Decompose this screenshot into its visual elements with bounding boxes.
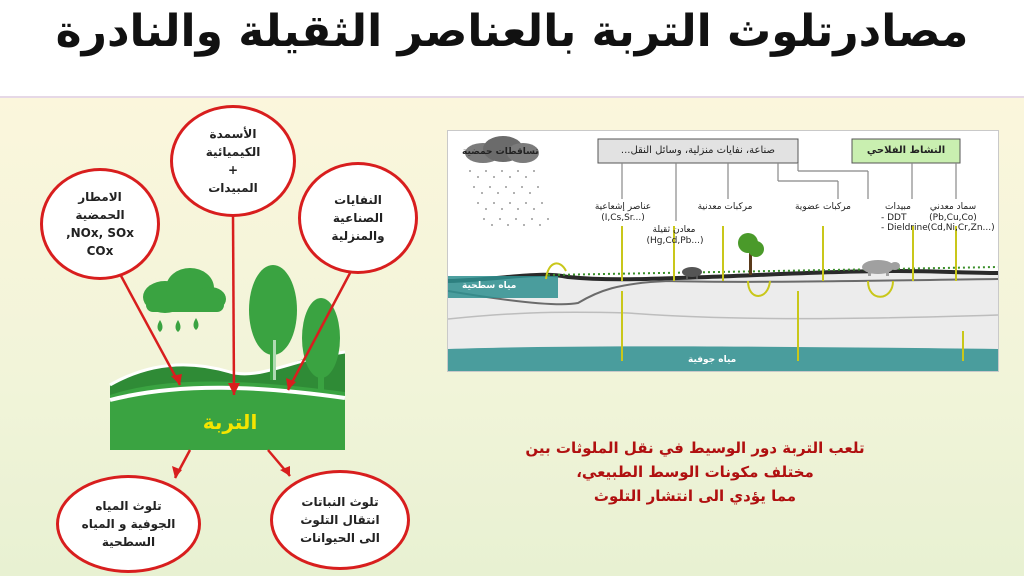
bubble-acid-rain: الامطار الحمضية NOx, SOx, COx <box>40 168 160 280</box>
pesticide-ddt: - DDT <box>881 213 907 223</box>
heavy-metals-label: معادن ثقيلة <box>652 225 696 235</box>
tree-icon <box>738 233 764 275</box>
acid-precipitation-label: تساقطات حمضية <box>462 147 539 157</box>
bubble-waste: النفايات الصناعية والمنزلية <box>298 162 418 274</box>
cross-section-drawing <box>448 131 998 371</box>
note-line-3: مما يؤدي الى انتشار التلوث <box>593 487 797 505</box>
surface-water-label: مياه سطحية <box>462 281 517 291</box>
pesticide-dieldrine: - Dieldrine <box>881 223 928 233</box>
fertilizer-examples-2: (Cd,Ni,Cr,Zn...) <box>927 223 995 233</box>
soil-cross-section <box>447 130 999 372</box>
organic-compounds-label: مركبات عضوية <box>794 202 852 212</box>
note-line-1: تلعب التربة دور الوسيط في نقل الملوثات بين <box>525 439 865 457</box>
note-line-2: مختلف مكونات الوسط الطبيعي، <box>576 463 814 481</box>
rain-cloud-icon <box>143 268 226 332</box>
agriculture-label: النشاط الفلاحي <box>866 145 946 156</box>
pesticides-label: مبيدات <box>885 202 911 212</box>
radioactive-examples: (I,Cs,Sr...) <box>601 213 645 223</box>
groundwater-label: مياه جوفية <box>688 355 737 365</box>
bubble-water-pollution: تلوث المياه الجوفية و المياه السطحية <box>56 475 201 573</box>
heavy-metals-examples: (Hg,Cd,Pb...) <box>646 236 704 246</box>
bubble-fertilizers: الأسمدة الكيميائية + المبيدات <box>170 105 296 217</box>
fertilizer-examples-1: (Pb,Cu,Co) <box>929 213 977 223</box>
industry-label: صناعة، نفايات منزلية، وسائل النقل... <box>620 145 776 156</box>
page-title: مصادرتلوث التربة بالعناصر الثقيلة والنادرة <box>55 6 969 57</box>
arrow-fertilizers <box>233 215 234 395</box>
mineral-compounds-label: مركبات معدنية <box>697 202 753 212</box>
summary-note <box>470 436 920 508</box>
mineral-fertilizer-label: سماد معدني <box>929 202 977 212</box>
bubble-plant-pollution: تلوث النباتات انتقال التلوث الى الحيوانات <box>270 470 410 570</box>
radioactive-label: عناصر إشعاعية <box>594 202 652 212</box>
soil-label: التربة <box>202 410 258 434</box>
